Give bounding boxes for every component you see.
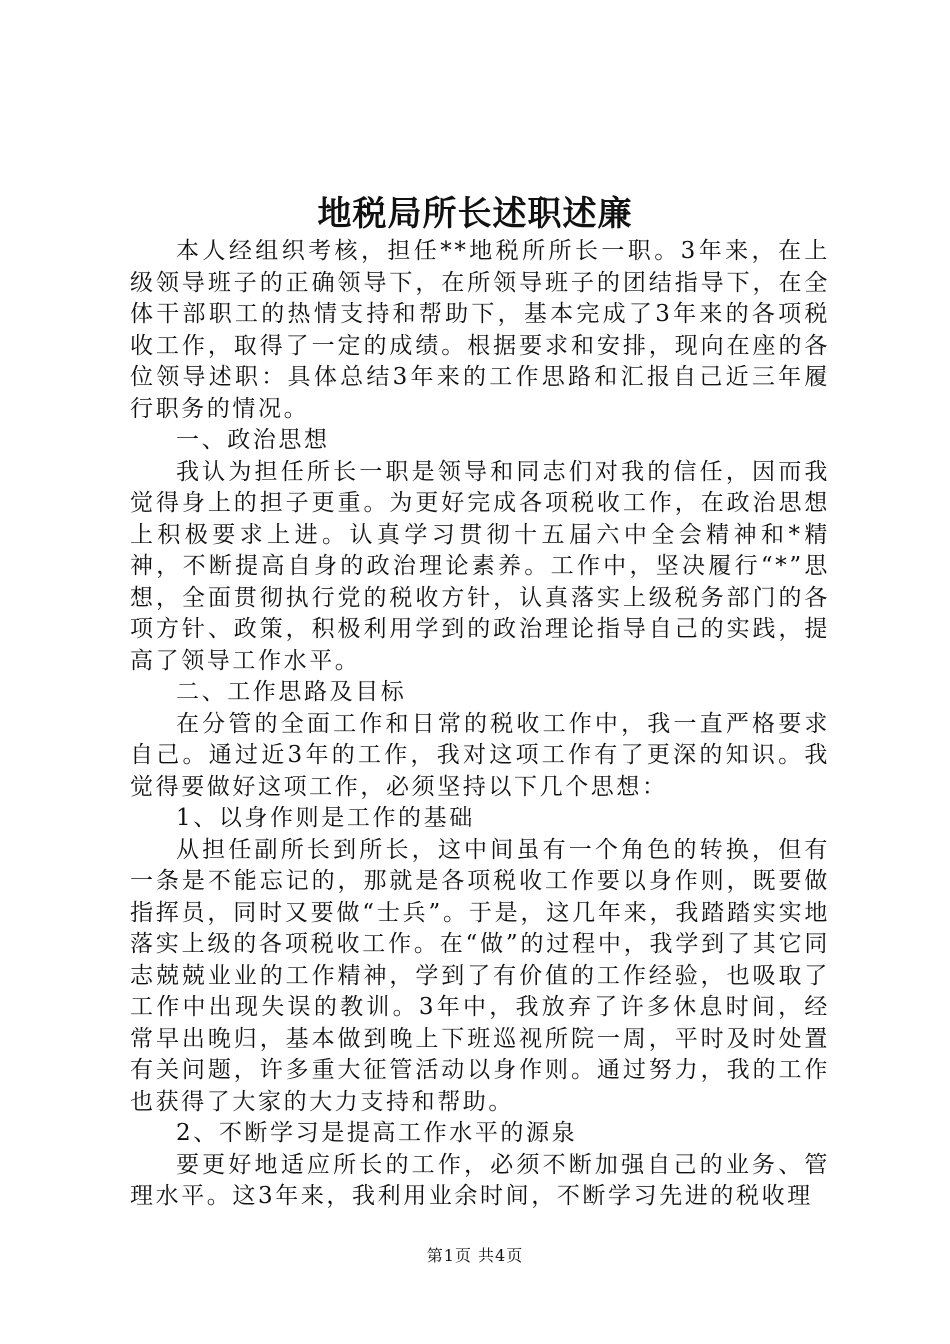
section-heading-work-ideas: 二、工作思路及目标 bbox=[176, 679, 407, 705]
page-footer: 第1页 共4页 bbox=[426, 1246, 524, 1265]
section-heading-politics: 一、政治思想 bbox=[176, 427, 330, 453]
paragraph-lead-by-example: 从担任副所长到所长，这中间虽有一个角色的转换，但有一条是不能忘记的，那就是各项税收工作要以身作则，既要做指挥员，同时又要做“士兵”。于是，这几年来，我踏踏实实地落实上级的各项税收工作。在“做”的过程中，我学到了其它同志兢兢业业的工作精神，学到了有价值的工作经验，也吸取了工作中出现失误的教训。3年中，我放弃了许多休息时间，经常早出晚归，基本做到晚上下班巡视所院一周，平时及时处置有关问题，许多重大征管活动以身作则。通过努力，我的工作也获得了大家的大力支持和帮助。 bbox=[130, 836, 830, 1115]
paragraph-continuous-learning: 要更好地适应所长的工作，必须不断加强自己的业务、管理水平。这3年来，我利用业余时间，不断学习先进的税收理 bbox=[130, 1151, 830, 1209]
paragraph-work-ideas: 在分管的全面工作和日常的税收工作中，我一直严格要求自己。通过近3年的工作，我对这项工作有了更深的知识。我觉得要做好这项工作，必须坚持以下几个思想： bbox=[130, 710, 830, 800]
document-body bbox=[130, 236, 830, 1213]
paragraph-politics: 我认为担任所长一职是领导和同志们对我的信任，因而我觉得身上的担子更重。为更好完成各项税收工作，在政治思想上积极要求上进。认真学习贯彻十五届六中全会精神和*精神，不断提高自身的政治理论素养。工作中，坚决履行“*”思想，全面贯彻执行党的税收方针，认真落实上级税务部门的各项方针、政策，积极利用学到的政治理论指导自己的实践，提高了领导工作水平。 bbox=[130, 458, 830, 674]
document-title: 地税局所长述职述廉 bbox=[317, 194, 633, 234]
subheading-continuous-learning: 2、不断学习是提高工作水平的源泉 bbox=[176, 1120, 578, 1146]
subheading-lead-by-example: 1、以身作则是工作的基础 bbox=[176, 805, 475, 831]
paragraph-intro: 本人经组织考核，担任**地税所所长一职。3年来，在上级领导班子的正确领导下，在所领导班子的团结指导下，在全体干部职工的热情支持和帮助下，基本完成了3年来的各项税收工作，取得了一定的成绩。根据要求和安排，现向在座的各位领导述职：具体总结3年来的工作思路和汇报自己近三年履行职务的情况。 bbox=[130, 238, 830, 422]
